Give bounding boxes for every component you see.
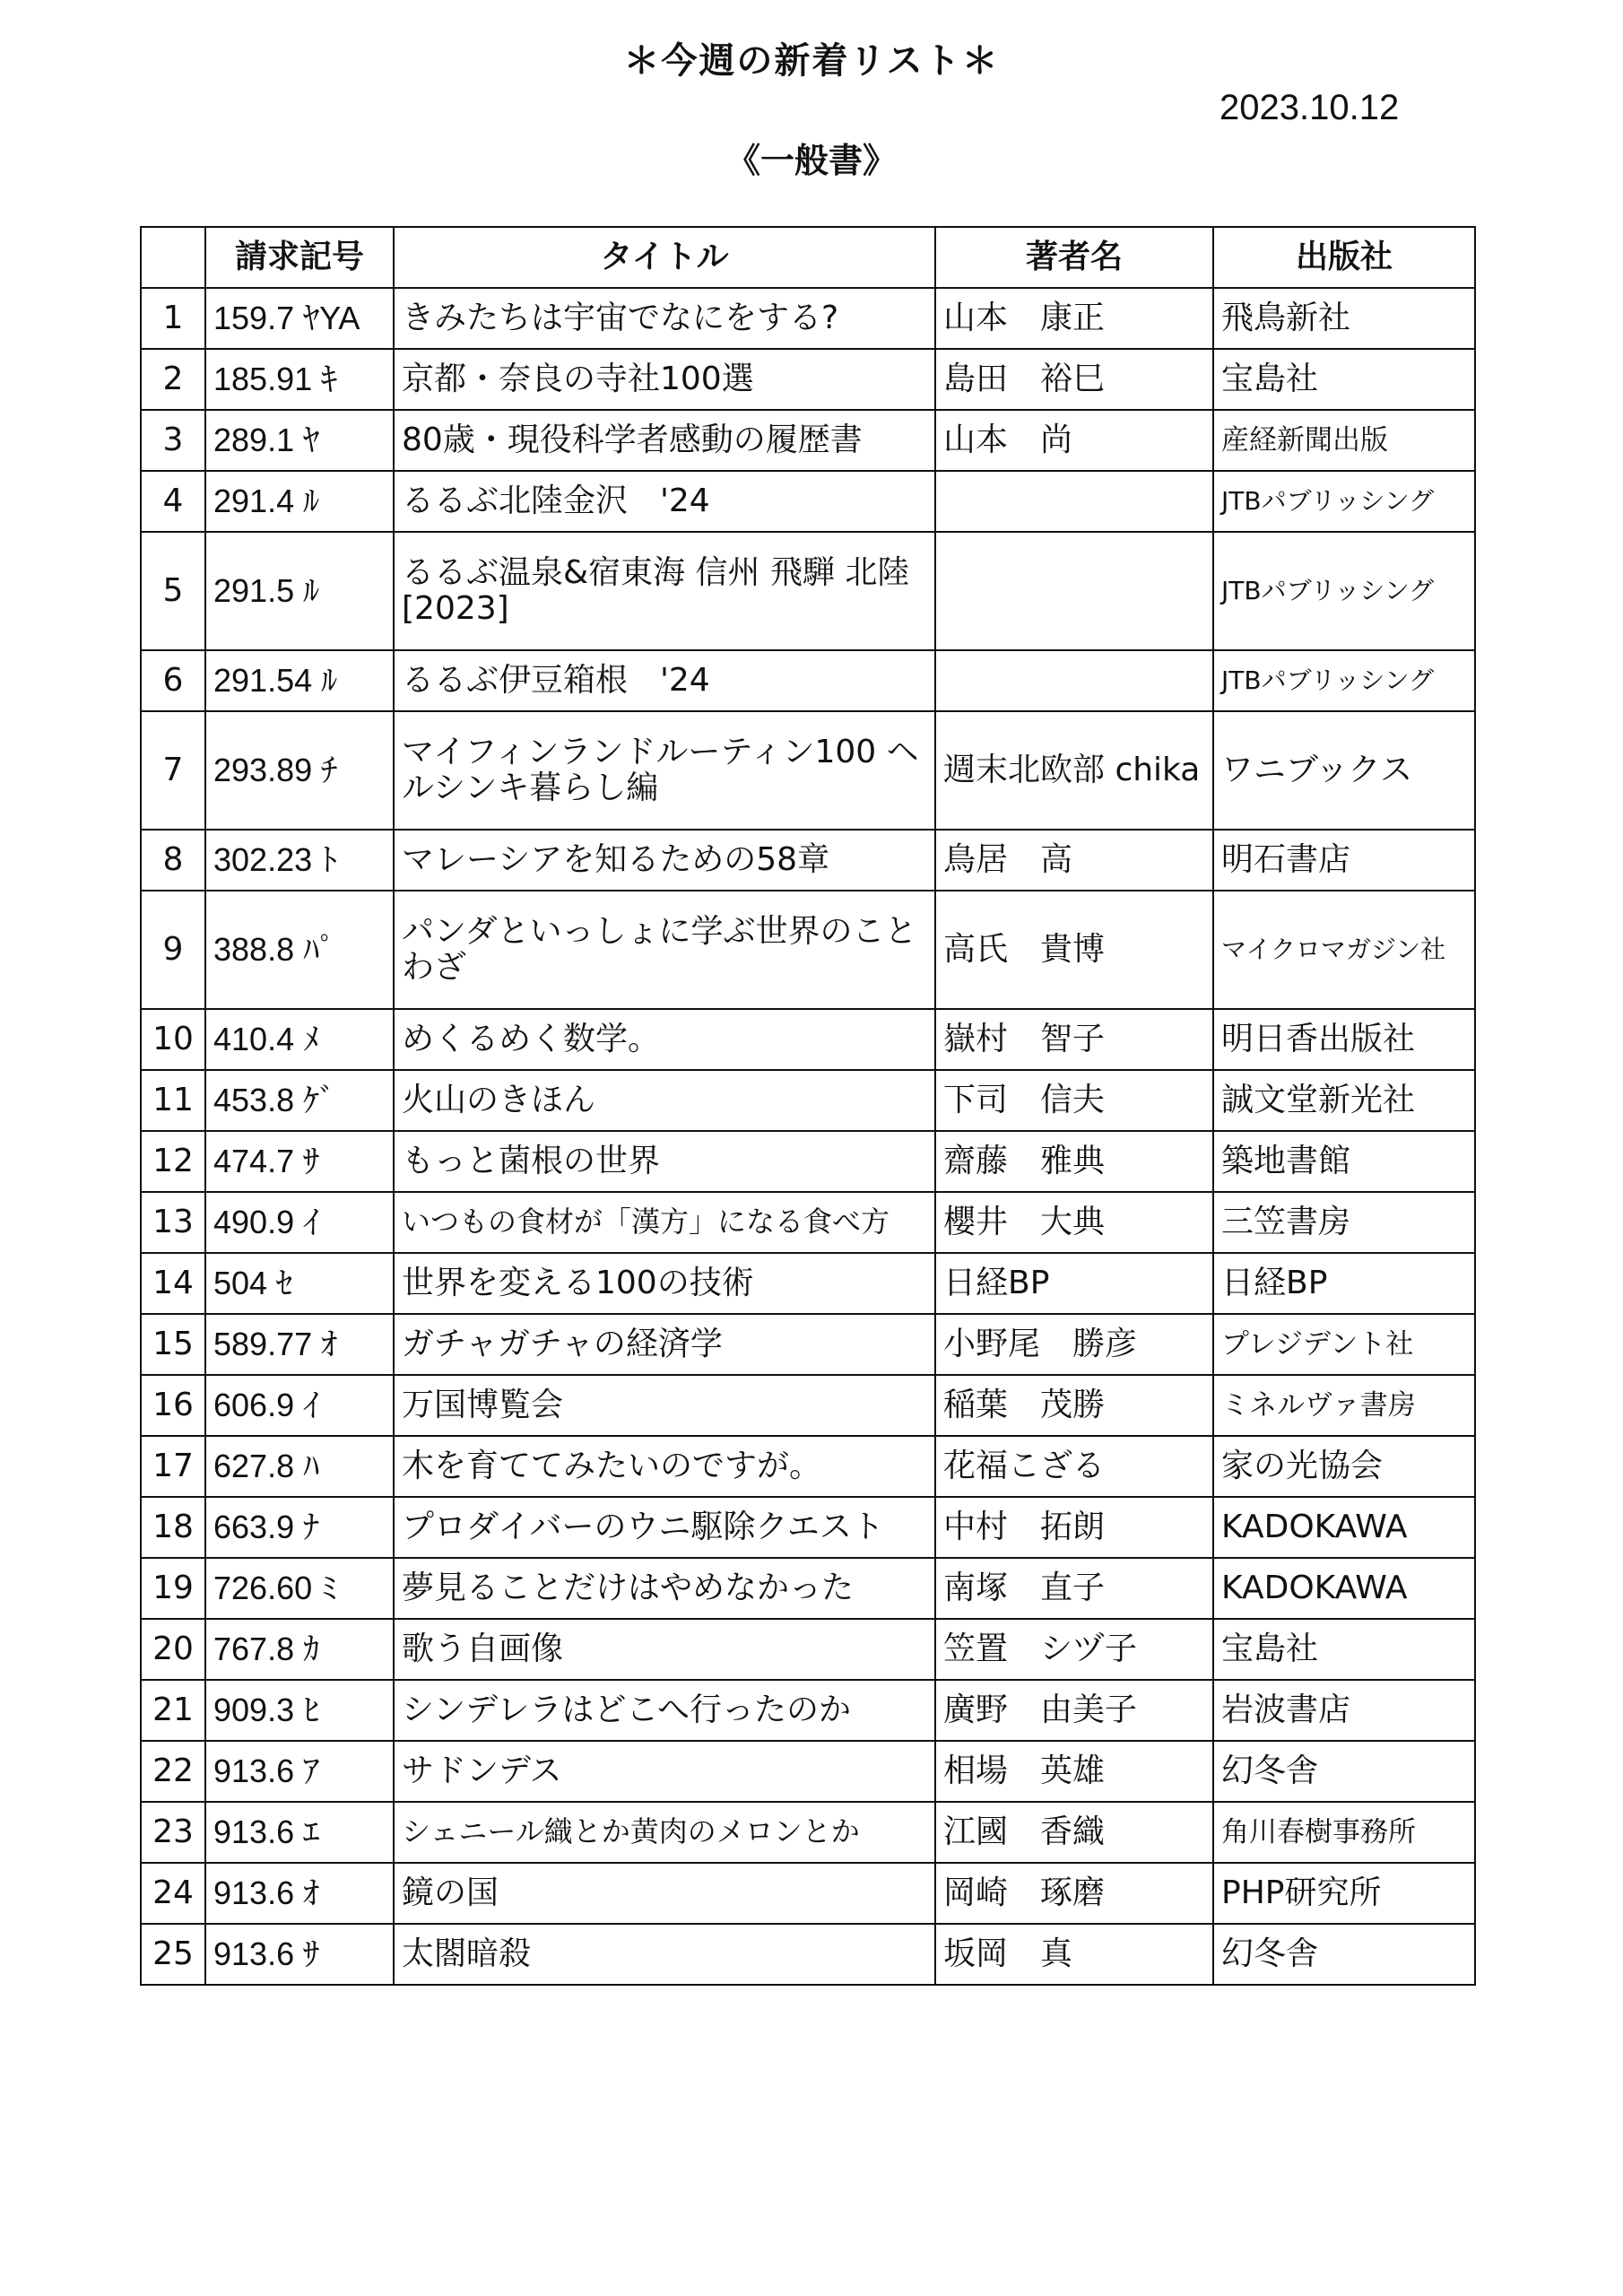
col-header-call-number: 請求記号 bbox=[205, 227, 394, 288]
table-row bbox=[141, 1802, 1475, 1863]
book-author: 齋藤 雅典 bbox=[935, 1131, 1213, 1192]
book-title: ガチャガチャの経済学 bbox=[394, 1314, 935, 1375]
book-author bbox=[935, 650, 1213, 711]
book-author: 廣野 由美子 bbox=[935, 1680, 1213, 1741]
book-publisher: KADOKAWA bbox=[1213, 1558, 1475, 1619]
table-row bbox=[141, 1680, 1475, 1741]
col-header-publisher: 出版社 bbox=[1213, 227, 1475, 288]
table-row bbox=[141, 1436, 1475, 1497]
book-author bbox=[935, 471, 1213, 532]
book-author bbox=[935, 532, 1213, 650]
table-row bbox=[141, 1192, 1475, 1253]
table-row bbox=[141, 650, 1475, 711]
col-header-title: タイトル bbox=[394, 227, 935, 288]
book-author: 櫻井 大典 bbox=[935, 1192, 1213, 1253]
call-number: 504 ｾ bbox=[205, 1253, 394, 1314]
book-title: サドンデス bbox=[394, 1741, 935, 1802]
row-number: 10 bbox=[141, 1009, 205, 1070]
table-row bbox=[141, 1497, 1475, 1558]
section-heading: 《一般書》 bbox=[725, 141, 897, 180]
call-number: 291.4 ﾙ bbox=[205, 471, 394, 532]
call-number: 909.3 ﾋ bbox=[205, 1680, 394, 1741]
book-title: マレーシアを知るための58章 bbox=[394, 830, 935, 891]
row-number: 2 bbox=[141, 349, 205, 410]
row-number: 21 bbox=[141, 1680, 205, 1741]
row-number: 5 bbox=[141, 532, 205, 650]
table-row bbox=[141, 1558, 1475, 1619]
call-number: 289.1 ﾔ bbox=[205, 410, 394, 471]
book-publisher: 明石書店 bbox=[1213, 830, 1475, 891]
book-title: きみたちは宇宙でなにをする? bbox=[394, 288, 935, 349]
book-title: プロダイバーのウニ駆除クエスト bbox=[394, 1497, 935, 1558]
book-title: いつもの食材が「漢方」になる食べ方 bbox=[394, 1192, 935, 1253]
book-publisher: 宝島社 bbox=[1213, 1619, 1475, 1680]
row-number: 18 bbox=[141, 1497, 205, 1558]
book-title: 京都・奈良の寺社100選 bbox=[394, 349, 935, 410]
call-number: 913.6 ｱ bbox=[205, 1741, 394, 1802]
call-number: 606.9 ｲ bbox=[205, 1375, 394, 1436]
table-row bbox=[141, 288, 1475, 349]
book-title: マイフィンランドルーティン100 ヘルシンキ暮らし編 bbox=[394, 711, 935, 830]
table-row bbox=[141, 891, 1475, 1009]
book-title: 火山のきほん bbox=[394, 1070, 935, 1131]
table-row bbox=[141, 1070, 1475, 1131]
call-number: 388.8 ﾊﾟ bbox=[205, 891, 394, 1009]
table-row bbox=[141, 711, 1475, 830]
book-publisher: 幻冬舎 bbox=[1213, 1924, 1475, 1985]
call-number: 663.9 ﾅ bbox=[205, 1497, 394, 1558]
row-number: 13 bbox=[141, 1192, 205, 1253]
book-author: 嶽村 智子 bbox=[935, 1009, 1213, 1070]
call-number: 913.6 ｻ bbox=[205, 1924, 394, 1985]
col-header-author: 著者名 bbox=[935, 227, 1213, 288]
table-row bbox=[141, 1253, 1475, 1314]
call-number: 490.9 ｲ bbox=[205, 1192, 394, 1253]
table-header-row bbox=[141, 227, 1475, 288]
book-title: もっと菌根の世界 bbox=[394, 1131, 935, 1192]
book-author: 稲葉 茂勝 bbox=[935, 1375, 1213, 1436]
book-author: 下司 信夫 bbox=[935, 1070, 1213, 1131]
call-number: 159.7 ﾔYA bbox=[205, 288, 394, 349]
book-publisher: JTBパブリッシング bbox=[1213, 471, 1475, 532]
book-publisher: プレジデント社 bbox=[1213, 1314, 1475, 1375]
book-publisher: PHP研究所 bbox=[1213, 1863, 1475, 1924]
table-row bbox=[141, 830, 1475, 891]
book-publisher: JTBパブリッシング bbox=[1213, 532, 1475, 650]
book-author: 小野尾 勝彦 bbox=[935, 1314, 1213, 1375]
book-author: 山本 康正 bbox=[935, 288, 1213, 349]
row-number: 11 bbox=[141, 1070, 205, 1131]
book-author: 日経BP bbox=[935, 1253, 1213, 1314]
book-publisher: 飛鳥新社 bbox=[1213, 288, 1475, 349]
row-number: 16 bbox=[141, 1375, 205, 1436]
table-row bbox=[141, 1924, 1475, 1985]
call-number: 726.60 ﾐ bbox=[205, 1558, 394, 1619]
book-title: 鏡の国 bbox=[394, 1863, 935, 1924]
row-number: 1 bbox=[141, 288, 205, 349]
book-publisher: 産経新聞出版 bbox=[1213, 410, 1475, 471]
book-author: 江國 香織 bbox=[935, 1802, 1213, 1863]
call-number: 291.54 ﾙ bbox=[205, 650, 394, 711]
book-author: 坂岡 真 bbox=[935, 1924, 1213, 1985]
book-publisher: 三笠書房 bbox=[1213, 1192, 1475, 1253]
row-number: 14 bbox=[141, 1253, 205, 1314]
row-number: 24 bbox=[141, 1863, 205, 1924]
call-number: 913.6 ｴ bbox=[205, 1802, 394, 1863]
table-row bbox=[141, 1619, 1475, 1680]
call-number: 185.91 ｷ bbox=[205, 349, 394, 410]
call-number: 767.8 ｶ bbox=[205, 1619, 394, 1680]
book-author: 相場 英雄 bbox=[935, 1741, 1213, 1802]
table-row bbox=[141, 410, 1475, 471]
row-number: 9 bbox=[141, 891, 205, 1009]
row-number: 6 bbox=[141, 650, 205, 711]
row-number: 19 bbox=[141, 1558, 205, 1619]
row-number: 3 bbox=[141, 410, 205, 471]
row-number: 17 bbox=[141, 1436, 205, 1497]
book-author: 島田 裕巳 bbox=[935, 349, 1213, 410]
row-number: 23 bbox=[141, 1802, 205, 1863]
book-publisher: JTBパブリッシング bbox=[1213, 650, 1475, 711]
book-publisher: 岩波書店 bbox=[1213, 1680, 1475, 1741]
call-number: 293.89 ﾁ bbox=[205, 711, 394, 830]
book-publisher: 家の光協会 bbox=[1213, 1436, 1475, 1497]
row-number: 25 bbox=[141, 1924, 205, 1985]
row-number: 7 bbox=[141, 711, 205, 830]
book-title: 太閤暗殺 bbox=[394, 1924, 935, 1985]
book-title: 歌う自画像 bbox=[394, 1619, 935, 1680]
book-title: シンデレラはどこへ行ったのか bbox=[394, 1680, 935, 1741]
row-number: 12 bbox=[141, 1131, 205, 1192]
book-publisher: 誠文堂新光社 bbox=[1213, 1070, 1475, 1131]
book-publisher: KADOKAWA bbox=[1213, 1497, 1475, 1558]
row-number: 15 bbox=[141, 1314, 205, 1375]
book-title: 夢見ることだけはやめなかった bbox=[394, 1558, 935, 1619]
table-row bbox=[141, 532, 1475, 650]
book-publisher: ミネルヴァ書房 bbox=[1213, 1375, 1475, 1436]
book-publisher: 築地書館 bbox=[1213, 1131, 1475, 1192]
new-books-table bbox=[140, 226, 1476, 1986]
table-row bbox=[141, 1009, 1475, 1070]
book-author: 笠置 シヅ子 bbox=[935, 1619, 1213, 1680]
book-publisher: 角川春樹事務所 bbox=[1213, 1802, 1475, 1863]
book-author: 山本 尚 bbox=[935, 410, 1213, 471]
book-title: るるぶ温泉&宿東海 信州 飛騨 北陸 [2023] bbox=[394, 532, 935, 650]
book-publisher: 日経BP bbox=[1213, 1253, 1475, 1314]
book-title: るるぶ北陸金沢 '24 bbox=[394, 471, 935, 532]
call-number: 474.7 ｻ bbox=[205, 1131, 394, 1192]
book-title: 万国博覧会 bbox=[394, 1375, 935, 1436]
book-author: 岡崎 琢磨 bbox=[935, 1863, 1213, 1924]
book-author: 中村 拓朗 bbox=[935, 1497, 1213, 1558]
table-row bbox=[141, 1741, 1475, 1802]
call-number: 589.77 ｵ bbox=[205, 1314, 394, 1375]
call-number: 627.8 ﾊ bbox=[205, 1436, 394, 1497]
book-author: 花福こざる bbox=[935, 1436, 1213, 1497]
call-number: 453.8 ｹﾞ bbox=[205, 1070, 394, 1131]
book-title: シェニール織とか黄肉のメロンとか bbox=[394, 1802, 935, 1863]
book-publisher: ワニブックス bbox=[1213, 711, 1475, 830]
book-title: パンダといっしょに学ぶ世界のことわざ bbox=[394, 891, 935, 1009]
page-title: ＊今週の新着リスト＊ bbox=[623, 40, 1000, 82]
book-publisher: 明日香出版社 bbox=[1213, 1009, 1475, 1070]
book-publisher: 幻冬舎 bbox=[1213, 1741, 1475, 1802]
call-number: 410.4 ﾒ bbox=[205, 1009, 394, 1070]
book-author: 週末北欧部 chika bbox=[935, 711, 1213, 830]
book-title: 80歳・現役科学者感動の履歴書 bbox=[394, 410, 935, 471]
row-number: 8 bbox=[141, 830, 205, 891]
call-number: 302.23 ﾄ bbox=[205, 830, 394, 891]
book-author: 高氏 貴博 bbox=[935, 891, 1213, 1009]
col-header-number bbox=[141, 227, 205, 288]
row-number: 20 bbox=[141, 1619, 205, 1680]
book-title: 世界を変える100の技術 bbox=[394, 1253, 935, 1314]
book-title: めくるめく数学。 bbox=[394, 1009, 935, 1070]
row-number: 22 bbox=[141, 1741, 205, 1802]
call-number: 291.5 ﾙ bbox=[205, 532, 394, 650]
table-row bbox=[141, 349, 1475, 410]
book-author: 鳥居 高 bbox=[935, 830, 1213, 891]
table-row bbox=[141, 1375, 1475, 1436]
table-row bbox=[141, 471, 1475, 532]
book-title: 木を育ててみたいのですが。 bbox=[394, 1436, 935, 1497]
document-date: 2023.10.12 bbox=[1219, 88, 1400, 127]
table-row bbox=[141, 1863, 1475, 1924]
call-number: 913.6 ｵ bbox=[205, 1863, 394, 1924]
book-publisher: 宝島社 bbox=[1213, 349, 1475, 410]
book-author: 南塚 直子 bbox=[935, 1558, 1213, 1619]
row-number: 4 bbox=[141, 471, 205, 532]
table-row bbox=[141, 1131, 1475, 1192]
table-row bbox=[141, 1314, 1475, 1375]
book-title: るるぶ伊豆箱根 '24 bbox=[394, 650, 935, 711]
book-publisher: マイクロマガジン社 bbox=[1213, 891, 1475, 1009]
